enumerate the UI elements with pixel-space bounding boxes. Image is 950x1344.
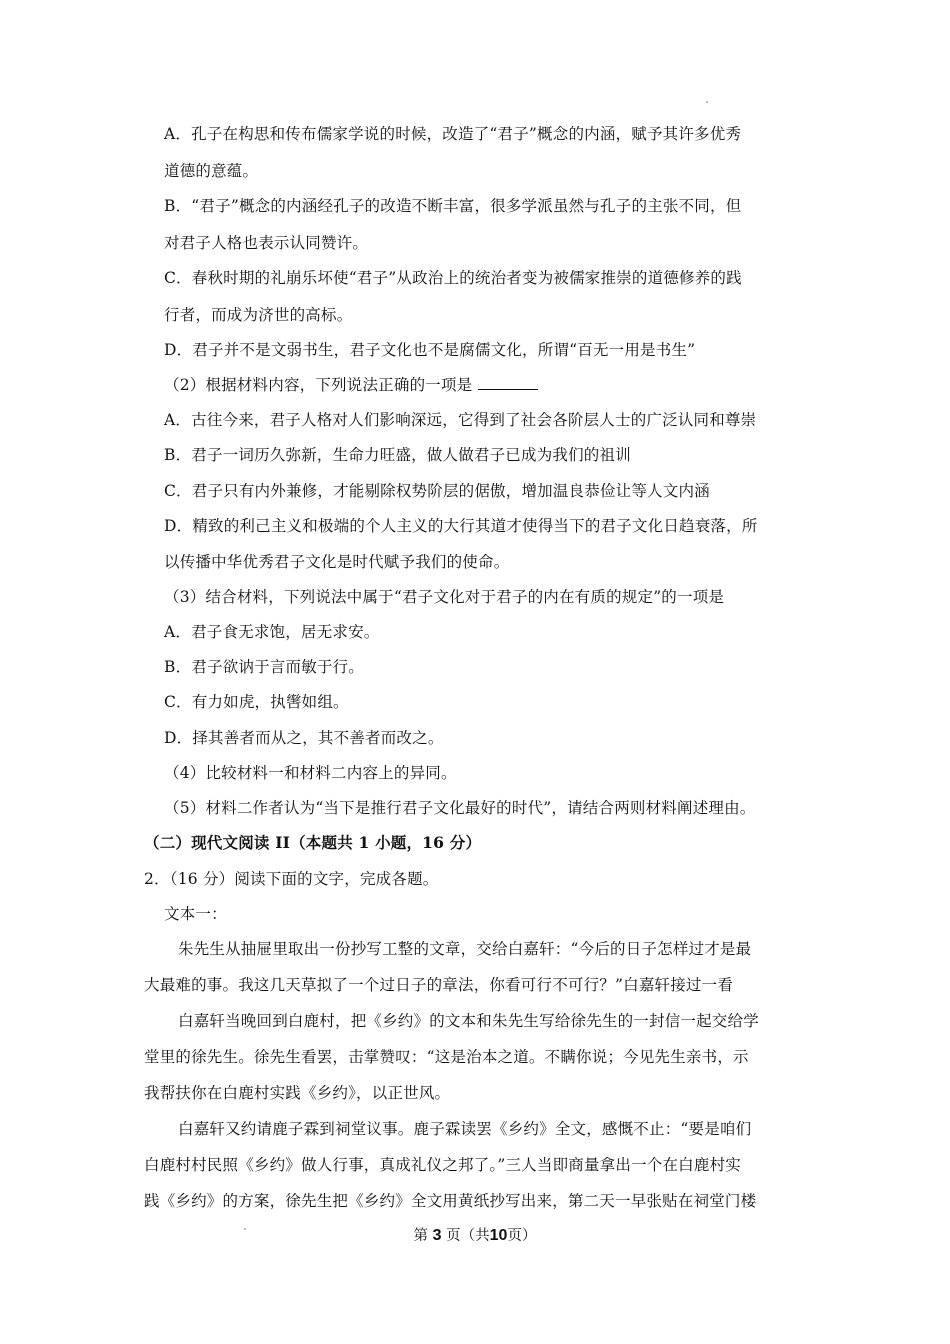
option-d-line1: D．君子并不是文弱书生，君子文化也不是腐儒文化，所谓“百无一用是书生” — [164, 341, 696, 359]
q2-option-b: B．君子一词历久弥新，生命力旺盛，做人做君子已成为我们的祖训 — [164, 446, 631, 464]
q3-option-d: D．择其善者而从之，其不善者而改之。 — [164, 729, 444, 747]
footer-total-pages: 10 — [489, 1227, 508, 1244]
q3-option-c: C．有力如虎，执辔如组。 — [164, 693, 349, 711]
footer-middle: 页（共 — [446, 1228, 490, 1244]
scan-dot — [706, 101, 708, 103]
option-a-line1: A．孔子在构思和传布儒家学说的时候，改造了“君子”概念的内涵，赋予其许多优秀 — [164, 125, 742, 143]
paragraph-1-line1: 朱先生从抽屉里取出一份抄写工整的文章，交给白嘉轩：“今后的日子怎样过才是最 — [178, 940, 752, 958]
q3-option-b: B．君子欲讷于言而敏于行。 — [164, 658, 364, 676]
q3-option-a: A．君子食无求饱，居无求安。 — [164, 623, 380, 641]
option-a-line2: 道德的意蕴。 — [164, 162, 259, 180]
footer-suffix: 页） — [507, 1228, 537, 1244]
text-one-label: 文本一： — [164, 905, 227, 923]
q2-option-d-line1: D．精致的利己主义和极端的个人主义的大行其道才使得当下的君子文化日趋衰落，所 — [164, 517, 758, 535]
option-c-line1: C．春秋时期的礼崩乐坏使“君子”从政治上的统治者变为被儒家推崇的道德修养的践 — [164, 269, 742, 287]
footer-page-number: 3 — [432, 1227, 442, 1244]
question-2-text: （2）根据材料内容，下列说法正确的一项是 — [164, 376, 473, 394]
option-b-line1: B．“君子”概念的内涵经孔子的改造不断丰富，很多学派虽然与孔子的主张不同，但 — [164, 197, 742, 215]
paragraph-3-line2: 白鹿村村民照《乡约》做人行事，真成礼仪之邦了。”三人当即商量拿出一个在白鹿村实 — [144, 1156, 741, 1174]
question-2 — [164, 375, 810, 395]
paragraph-2-line3: 我帮扶你在白鹿村实践《乡约》，以正世风。 — [144, 1084, 451, 1102]
paragraph-1-line2: 大最难的事。我这几天草拟了一个过日子的章法，你看可行不可行？”白嘉轩接过一看 — [144, 976, 734, 994]
question-4: （4）比较材料一和材料二内容上的异同。 — [164, 764, 457, 782]
paragraph-2-line1: 白嘉轩当晚回到白鹿村，把《乡约》的文本和朱先生写给徐先生的一封信一起交给学 — [178, 1012, 759, 1030]
paragraph-2-line2: 堂里的徐先生。徐先生看罢，击掌赞叹：“这是治本之道。不瞒你说；今见先生亲书，示 — [144, 1048, 749, 1066]
question-3: （3）结合材料，下列说法中属于“君子文化对于君子的内在有质的规定”的一项是 — [164, 588, 725, 606]
q2-option-a: A．古往今来，君子人格对人们影响深远，它得到了社会各阶层人士的广泛认同和尊崇 — [164, 411, 757, 429]
question-2-heading: 2．（16 分）阅读下面的文字，完成各题。 — [144, 870, 439, 888]
question-5: （5）材料二作者认为“当下是推行君子文化最好的时代”，请结合两则材料阐述理由。 — [164, 799, 756, 817]
option-b-line2: 对君子人格也表示认同赞许。 — [164, 234, 369, 252]
footer-prefix: 第 — [413, 1228, 429, 1244]
paragraph-3-line3: 践《乡约》的方案，徐先生把《乡约》全文用黄纸抄写出来，第二天一早张贴在祠堂门楼 — [144, 1192, 757, 1210]
q2-option-d-line2: 以传播中华优秀君子文化是时代赋予我们的使命。 — [164, 553, 510, 571]
paragraph-3-line1: 白嘉轩又约请鹿子霖到祠堂议事。鹿子霖读罢《乡约》全文，感慨不止：“要是咱们 — [178, 1120, 752, 1138]
page-footer — [0, 1224, 950, 1245]
answer-blank[interactable] — [478, 375, 538, 390]
q2-option-c: C．君子只有内外兼修，才能剔除权势阶层的倨傲，增加温良恭俭让等人文内涵 — [164, 482, 710, 500]
option-c-line2: 行者，而成为济世的高标。 — [164, 306, 353, 324]
section-heading: （二）现代文阅读 II（本题共 1 小题，16 分） — [144, 833, 482, 852]
